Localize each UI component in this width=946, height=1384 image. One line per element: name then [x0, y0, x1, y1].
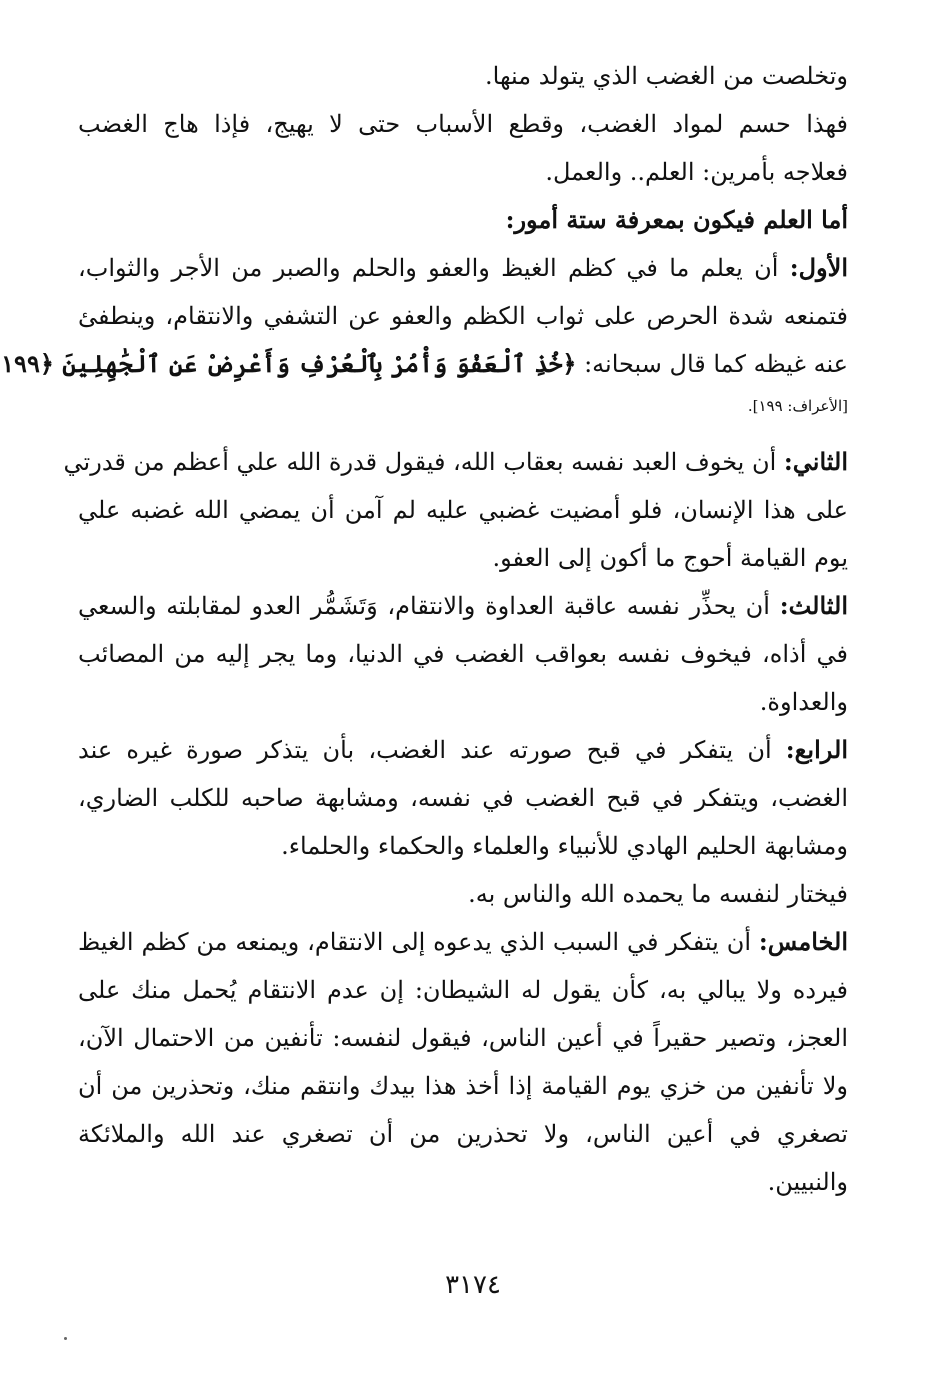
page-body	[1, 52, 848, 1206]
quran-verse-line	[1, 340, 848, 388]
paragraph-third	[78, 582, 848, 630]
text-line: والنبيين.	[767, 1168, 848, 1196]
text-line: وتخلصت من الغضب الذي يتولد منها.	[485, 62, 848, 90]
text-line: تصغري في أعين الناس، ولا تحذرين من أن تصغري عند الله والملائكة	[78, 1120, 848, 1148]
quran-verse: ﴿خُذِ ٱلْعَفْوَ وَأْمُرْ بِٱلْعُرْفِ وَأَعْرِضْ عَنِ ٱلْجَٰهِلِينَ ﴿١٩٩	[1, 349, 577, 378]
text-line: فهذا حسم لمواد الغضب، وقطع الأسباب حتى لا يهيج، فإذا هاج الغضب	[78, 110, 848, 138]
paragraph-first	[78, 244, 848, 292]
paragraph-fifth	[78, 918, 848, 966]
text-line: عنه غيظه كما قال سبحانه:	[576, 350, 848, 378]
verse-reference: [الأعراف: ١٩٩].	[747, 397, 848, 415]
text-line: فيختار لنفسه ما يحمده الله والناس به.	[468, 880, 848, 908]
scan-speck	[64, 1337, 67, 1340]
text-line: فيرده ولا يبالي به، كأن يقول له الشيطان: إن عدم الانتقام يُحمل منك على	[78, 976, 848, 1004]
item-label-fifth: الخامس:	[758, 927, 848, 956]
text-line: يوم القيامة أحوج ما أكون إلى العفو.	[492, 544, 848, 572]
text-line: أن يعلم ما في كظم الغيظ والعفو والحلم والصبر من الأجر والثواب،	[78, 254, 790, 282]
text-line: أن يخوف العبد نفسه بعقاب الله، فيقول قدرة الله علي أعظم من قدرتي	[63, 448, 784, 476]
item-label-first: الأول:	[789, 253, 848, 282]
text-line: في أذاه، فيخوف نفسه بعواقب الغضب في الدنيا، وما يجر إليه من المصائب	[78, 640, 848, 668]
text-line: والعداوة.	[759, 688, 848, 716]
text-line: على هذا الإنسان، فلو أمضيت غضبي عليه لم آمن أن يمضي الله غضبه علي	[78, 496, 848, 524]
text-line: العجز، وتصير حقيراً في أعين الناس، فيقول لنفسه: تأنفين من الاحتمال الآن،	[78, 1024, 848, 1052]
text-line: أن يتفكر في السبب الذي يدعوه إلى الانتقام، ويمنعه من كظم الغيظ	[78, 928, 759, 956]
section-heading: أما العلم فيكون بمعرفة ستة أمور:	[505, 205, 848, 234]
text-line: الغضب، ويتفكر في قبح الغضب في نفسه، ومشابهة صاحبه للكلب الضاري،	[78, 784, 848, 812]
text-line: فعلاجه بأمرين: العلم.. والعمل.	[545, 158, 848, 186]
paragraph-second	[63, 438, 848, 486]
item-label-second: الثاني:	[783, 447, 848, 476]
text-line: ومشابهة الحليم الهادي للأنبياء والعلماء والحكماء والحلماء.	[281, 832, 848, 860]
text-line: أن يتفكر في قبح صورته عند الغضب، بأن يتذكر صورة غيره عند	[78, 736, 786, 764]
paragraph-fourth	[78, 726, 848, 774]
text-line: ولا تأنفين من خزي يوم القيامة إذا أخذ هذا بيدك وانتقم منك، وتحذرين من أن	[78, 1072, 848, 1100]
text-line: فتمنعه شدة الحرص على ثواب الكظم والعفو عن التشفي والانتقام، وينطفئ	[78, 302, 848, 330]
item-label-third: الثالث:	[779, 591, 848, 620]
text-line: أن يحذِّر نفسه عاقبة العداوة والانتقام، وَتَشَمُّر العدو لمقابلته والسعي	[78, 592, 780, 620]
item-label-fourth: الرابع:	[785, 735, 848, 764]
page-number: ٣١٧٤	[445, 1270, 501, 1300]
